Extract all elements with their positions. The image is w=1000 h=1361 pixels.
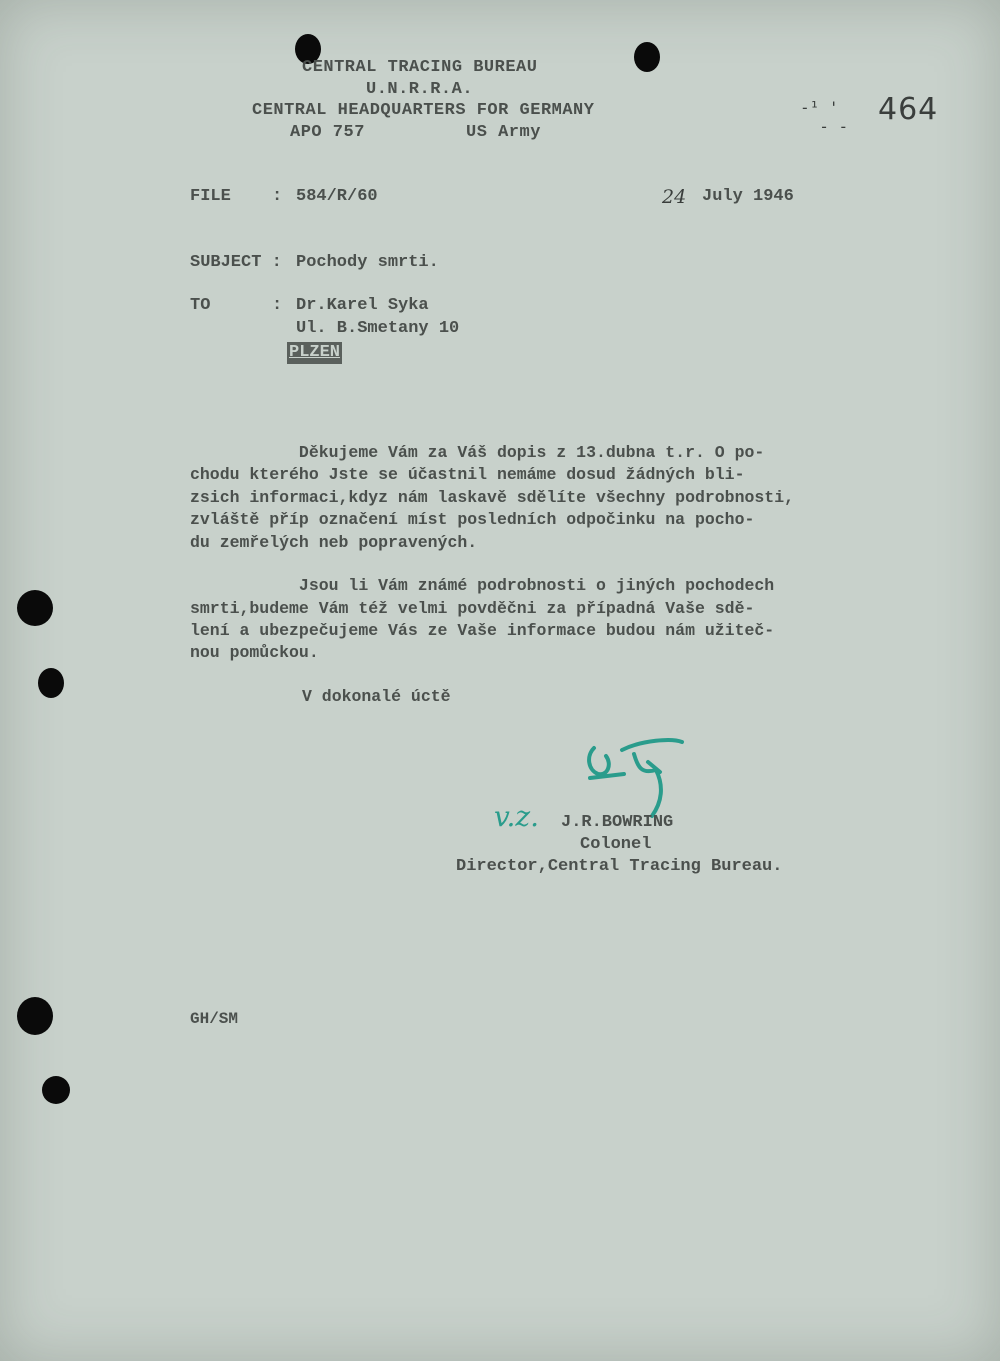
body-line: Jsou li Vám známé podrobnosti o jiných pochodech xyxy=(190,576,775,595)
punch-hole-left-4 xyxy=(42,1076,70,1104)
punch-hole-top-right xyxy=(634,42,660,72)
body-line: lení a ubezpečujeme Vás ze Vaše informace budou nám užiteč- xyxy=(190,621,775,640)
subject-value: Pochody smrti. xyxy=(296,253,439,272)
recipient-city: PLZEN xyxy=(289,343,341,362)
punch-hole-left-3 xyxy=(17,997,53,1035)
letterhead-apo: APO 757 xyxy=(290,123,365,142)
body-line: du zemřelých neb popravených. xyxy=(190,533,478,552)
to-colon: : xyxy=(272,296,283,315)
body-line: chodu kterého Jste se účastnil nemáme dosud žádných bli- xyxy=(190,465,745,484)
signatory-name: J.R.BOWRING xyxy=(561,813,674,832)
body-line: smrti,budeme Vám též velmi povděčni za případná Vaše sdě- xyxy=(190,599,755,618)
recipient-street: Ul. B.Smetany 10 xyxy=(296,319,460,338)
file-label: FILE xyxy=(190,187,231,206)
letterhead-army: US Army xyxy=(466,123,541,142)
recipient-name: Dr.Karel Syka xyxy=(296,296,429,315)
signatory-rank: Colonel xyxy=(580,835,652,854)
document-number: 464 xyxy=(878,92,939,127)
body-line: zsich informaci,kdyz nám laskavě sdělíte všechny podrobnosti, xyxy=(190,488,794,507)
file-number: 584/R/60 xyxy=(296,187,378,206)
subject-label: SUBJECT : xyxy=(190,253,282,272)
body-line: zvláště příp označení míst posledních odpočinku na pocho- xyxy=(190,510,755,529)
letterhead-org: CENTRAL TRACING BUREAU xyxy=(302,58,538,77)
signatory-title: Director,Central Tracing Bureau. xyxy=(456,857,783,876)
letterhead-agency: U.N.R.R.A. xyxy=(366,80,474,99)
punch-hole-left-2 xyxy=(38,668,64,698)
body-line: Děkujeme Vám za Váš dopis z 13.dubna t.r. O po- xyxy=(190,443,765,462)
file-colon: : xyxy=(272,187,283,206)
body-line: nou pomůckou. xyxy=(190,643,319,662)
date-day-handwritten: 24 xyxy=(662,186,687,208)
letterhead-headquarters: CENTRAL HEADQUARTERS FOR GERMANY xyxy=(252,101,595,120)
signature-prefix-handwritten: v.z. xyxy=(494,800,540,833)
to-label: TO xyxy=(190,296,211,315)
typist-initials: GH/SM xyxy=(190,1010,239,1028)
stamp-marks: -¹ ' - - xyxy=(800,98,849,136)
date-typed: July 1946 xyxy=(702,187,794,206)
punch-hole-left-1 xyxy=(17,590,53,626)
closing-salutation: V dokonalé úctě xyxy=(302,687,451,706)
